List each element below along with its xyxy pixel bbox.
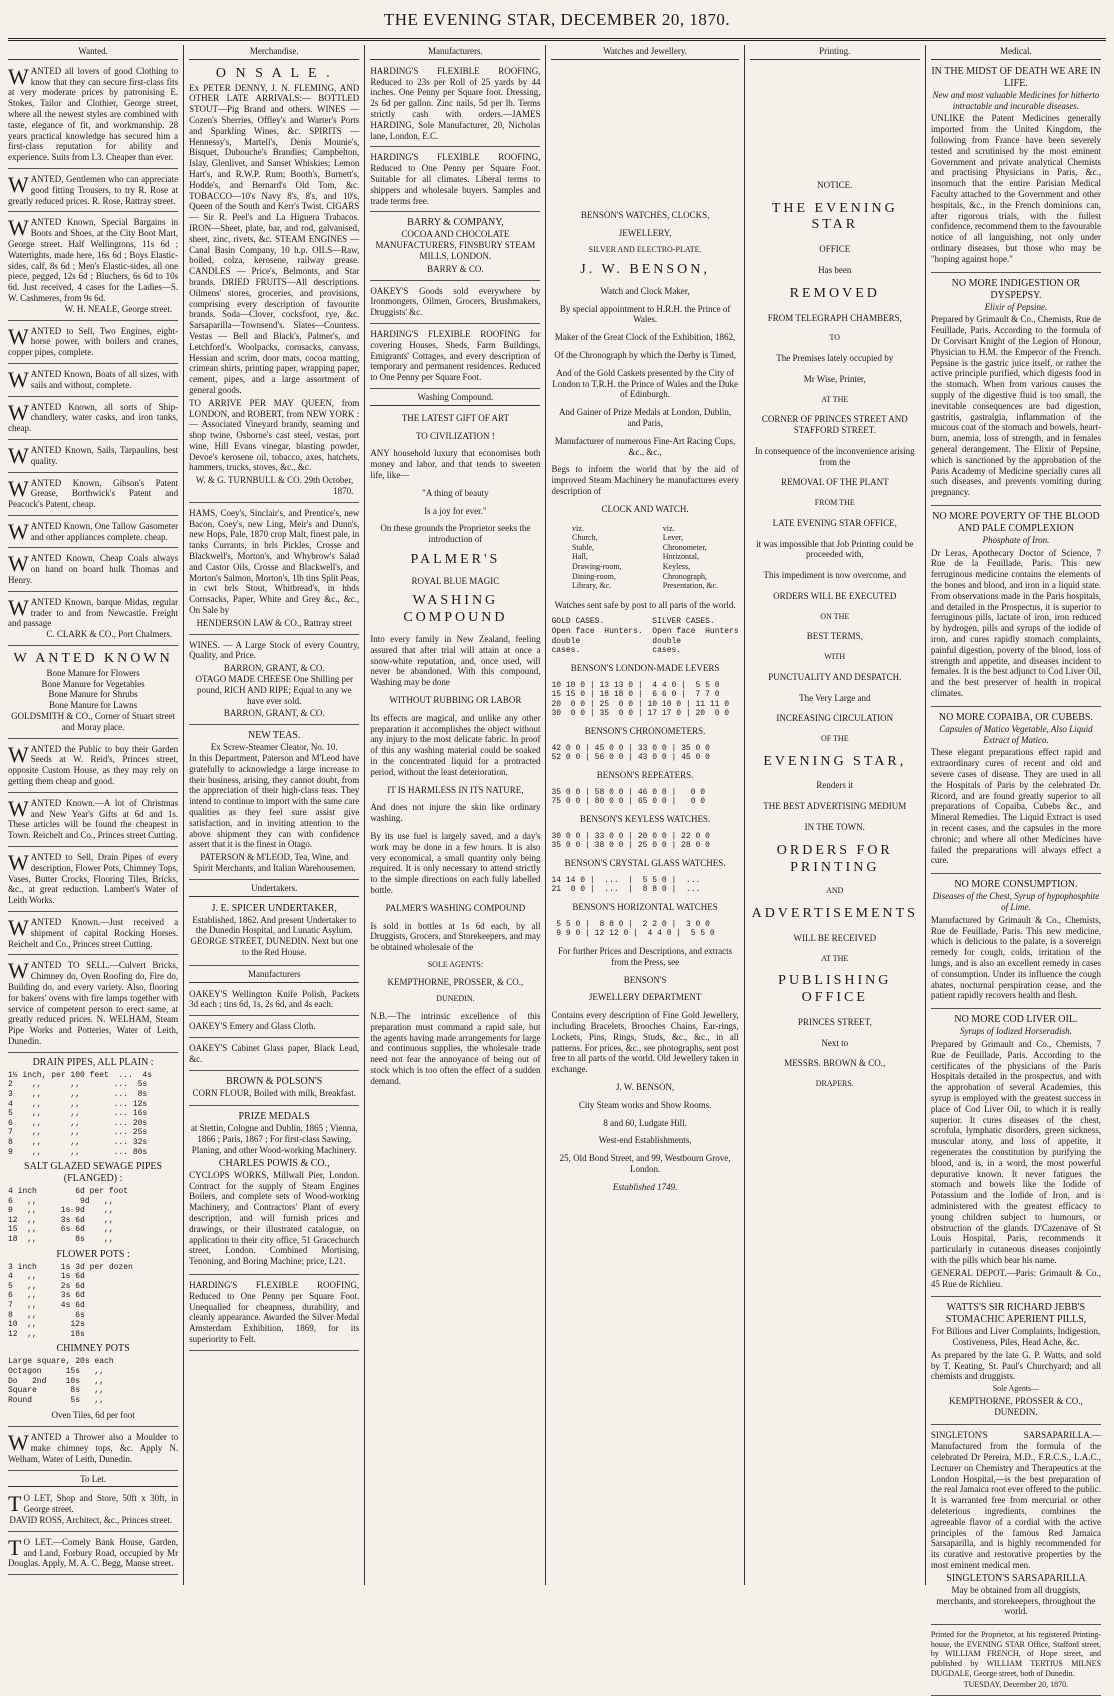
watts-sole: Sole Agents— [992, 1384, 1040, 1394]
latest-gift: THE LATEST GIFT OF ART [401, 412, 509, 423]
drop-cap: W [8, 915, 29, 940]
poverty-text: Dr Leras, Apothecary Doctor of Science, 7 Rue de la Feuillade, Paris. This new ferruginous medicine contains the elements of the bones and blood, and iron in a liquid state. From observations made in the Paris hospitals, and detailed in the Prospectus, it is superior to ferruginous pills, lactate of iron, iron reduced by hydrogen, pills and syrups of the iodide of iron, and cures rapidly stomach complaints, painful digestion, poverty of the blood, loss of strength and appetite, and diseases incident to females. It is the best adjunct to Cod Liver Oil, and the best preserver of health in tropical climates. [930, 547, 1102, 699]
ad-text: ANTED to Sell, Two Engines, eight-horse power, with boilers and cranes, copper pipes, complete. [8, 325, 179, 358]
wanted-known-signature: GOLDSMITH & CO., Corner of Stuart street and Moray place. [11, 711, 176, 732]
removed: REMOVED [789, 285, 880, 301]
quote-line-2: Is a joy for ever." [424, 505, 487, 516]
hams-ad [189, 505, 359, 635]
keyless-heading: BENSON'S KEYLESS WATCHES. [579, 814, 711, 824]
ad-text: ANTED Known, Gibson's Patent Grease, Borthwick's Patent and Peacock's Patent, cheap. [8, 477, 179, 510]
watts-for: For Bilious and Liver Complaints, Indigestion, Costiveness, Piles, Head Ache, &c. [931, 1326, 1101, 1348]
top-rule-2 [8, 40, 1106, 41]
wines-text: WINES. — A Large Stock of every Country, Quality, and Price. [189, 639, 360, 661]
column-header-to-let: To Let. [8, 1473, 178, 1488]
watts-ad [931, 1299, 1101, 1425]
nb-text: N.B.—The intrinsic excellence of this preparation must command a rapid sale, but the agents having made arrangements for large and continuous supplies, the wholesale trade need not fear the annoyance of being out of stock which is too often the effect of a sudden demand. [370, 1010, 541, 1086]
spicer-title: J. E. SPICER UNDERTAKER, [211, 902, 337, 914]
drop-cap: W [8, 1430, 29, 1456]
oven-tiles: Oven Tiles, 6d per foot [8, 1407, 178, 1427]
from-the: FROM THE [814, 498, 855, 508]
column-printing [745, 45, 926, 1585]
removal: REMOVAL OF THE PLANT [780, 477, 889, 488]
drop-cap: T [8, 1491, 22, 1517]
ad-text: ANTED TO SELL.—Culvert Bricks, Chimney do, Oven Roofing do, Fire do, Building do, and every variety. Also, flooring for bakers' ovens with fire lamps together with service of competent person to erect same, at greatly reduced prices. N. WELHAM, Steam Pipe Works and Potteries, Water of Leith, Dunedin. [8, 960, 179, 1046]
harding-bottom-ad: HARDING'S FLEXIBLE ROOFING, Reduced to One Penny per Square Foot. Unequalled for cheapness, durability, and cleanly appearance. Awarded the Silver Medal Amsterdam Exhibition, 1869, for its superiority to Felt. [189, 1277, 359, 1351]
wanted-known-ad [8, 648, 178, 739]
ad-text: ANTED Known, all sorts of Ship-chandlery, water casks, and iron tanks, cheap. [8, 401, 179, 434]
masthead: THE EVENING STAR, DECEMBER 20, 1870. [383, 10, 731, 29]
watts-kempthorne: KEMPTHORNE, PROSSER & CO., DUNEDIN. [949, 1395, 1083, 1417]
column-header-manufacturers: Manufacturers [189, 968, 359, 983]
renders: Renders it [816, 780, 854, 791]
classified-ad [8, 63, 178, 169]
horizontal-table: 5 5 0 | 8 8 0 | 2 2 0 | 3 0 0 9 9 0 | 12 12 0 | 4 4 0 | 5 5 0 [556, 919, 715, 939]
midst-heading: IN THE MIDST OF DEATH WE ARE IN LIFE. [931, 65, 1101, 89]
ad-text: ANTED Known, One Tallow Gasometer and other appliances complete. cheap. [30, 520, 179, 542]
quote-line-1: "A thing of beauty [422, 487, 489, 498]
to-civilization: TO CIVILIZATION ! [415, 430, 495, 441]
singleton-heading: SINGLETON'S SARSAPARILLA [946, 1572, 1086, 1584]
and: AND [826, 886, 844, 896]
indigestion-heading: NO MORE INDIGESTION OR DYSPEPSY. [951, 277, 1081, 301]
on-sale-title: O N S A L E . [215, 65, 333, 81]
classified-ad [8, 957, 178, 1052]
classified-ad [8, 475, 178, 516]
consequence: In consequence of the inconvenience arising from the [754, 445, 915, 467]
clock-and-watch: CLOCK AND WATCH. [601, 503, 689, 514]
consumption-text: Manufactured by Grimault & Co., Chemists, Rue de Feuillade, Paris. This new medicine, which is delicious to the palate, is a sovereign remedy for cough, colds, irritation of the lungs, and is also an excellent remedy in cases of consumption. Under its influence the cough abates, nocturnal perspiration cease, and the patient rapidly recovers health and flesh. [930, 914, 1102, 1001]
overcome: This impediment is now overcome, and [763, 570, 907, 581]
harding-ad-1: HARDING'S FLEXIBLE ROOFING, Reduced to 23s per Roll of 25 yards by 44 inches. One Penny per Square foot. Dressing, 2s 6d per gallon. Zinc nails, 5d per lb. Terms strictly cash with orders.—JAMES HARDING, Sole Manufacturer, 20, Nicholas lane, London, E.C. [370, 63, 540, 148]
publishing-office: PUBLISHING OFFICE [778, 973, 892, 1006]
consumption-sub: Diseases of the Chest, Syrup of hypophosphite of Lime. [932, 891, 1100, 912]
drop-cap: W [8, 594, 29, 620]
brown-polson-text: CORN FLOUR, Boiled with milk, Breakfast. [192, 1087, 356, 1098]
powis-text: CYCLOPS WORKS, Millwall Pier, London. Contract for the supply of Steam Engines Boilers, and complete sets of Wood-working Machinery, and Contractors' Plant of every description, and will furnish prices and drawings, or their illustrated catalogue, on application to their city office, 51 Gracechurch street, London. Combined Mortising, Tenoning, and Boring Machine; price, L21. [189, 1169, 360, 1267]
washing-compound-ad [370, 413, 540, 1087]
premises: The Premises lately occupied by [776, 352, 894, 363]
classified-ad [8, 594, 178, 646]
column-header-printing: Printing. [750, 45, 920, 60]
column-manufacturers [365, 45, 546, 1585]
consumption-heading: NO MORE CONSUMPTION. [954, 879, 1078, 891]
classified-ad [8, 741, 178, 793]
copaiba-heading: NO MORE COPAIBA, OR CUBEBS. [938, 711, 1093, 723]
best-terms: BEST TERMS, [806, 631, 863, 642]
classified-ad [8, 214, 178, 320]
ad-text: ANTED, Gentlemen who can appreciate good fitting Trousers, to try R. Rose at greatly reduced prices. R. Rose, Rattray street. [8, 173, 179, 206]
keyless-table: 30 0 0 | 33 0 0 | 20 0 0 | 22 0 0 35 0 0 | 38 0 0 | 25 0 0 | 28 0 0 [551, 831, 710, 851]
indigestion-ad [931, 275, 1101, 506]
viz-right: viz. Lever, Chronometer, Horizontal, Keyless, Chronograph, Presentation, &c. [662, 523, 719, 591]
ad-signature: DAVID ROSS, Architect, &c., Princes street. [9, 1514, 173, 1525]
oakey-polish-ad: OAKEY'S Wellington Knife Polish, Packets 3d each ; tins 6d, 1s, 2s 6d, and 4s each. [189, 986, 359, 1017]
spicer-ad [189, 900, 359, 966]
barry-text: COCOA AND CHOCOLATE MANUFACTURERS, FINSBURY STEAM MILLS, LONDON. [375, 229, 536, 261]
orders-for-printing: ORDERS FOR PRINTING [776, 842, 893, 875]
new-teas-ad [189, 727, 359, 880]
column-header-washing: Washing Compound. [370, 391, 540, 406]
palmers-title: PALMER'S [410, 551, 501, 567]
at-the-2: AT THE [821, 953, 849, 963]
column-watches [546, 45, 744, 1585]
cod-heading: NO MORE COD LIVER OIL. [954, 1014, 1078, 1026]
classified-ad [8, 442, 178, 473]
crystal-table: 14 14 0 | ... | 5 5 0 | ... 21 0 0 | ... | 8 8 0 | ... [551, 875, 701, 895]
london-heading: BENSON'S LONDON-MADE LEVERS [570, 662, 720, 673]
turnbull-signature: W. & G. TURNBULL & CO. 29th October, 1870. [195, 475, 354, 497]
prize-medals-heading: PRIZE MEDALS [238, 1111, 310, 1123]
punctuality: PUNCTUALITY AND DESPATCH. [768, 671, 902, 682]
classified-ad [8, 323, 178, 364]
drop-cap: W [8, 551, 29, 577]
drop-cap: W [8, 850, 29, 876]
wanted-known-line: Bone Manure for Lawns [48, 700, 138, 711]
drop-cap: W [8, 215, 29, 241]
evening-star: EVENING STAR, [763, 753, 907, 769]
cod-sub: Syrups of Iodized Horseradish. [959, 1026, 1072, 1037]
office: OFFICE [819, 244, 851, 255]
flower-pots-table: 3 inch 1s 3d per dozen 4 ,, 1s 6d 5 ,, 2s 6d 6 ,, 3s 6d 7 ,, 4s 6d 8 ,, 6s 10 ,, 12s 12 ,, 18s [8, 1262, 133, 1339]
ad-text: O LET.—Comely Bank House, Garden, and Land, Forbury Road, occupied by Mr Douglas. Apply, M. A. C. Begg, Manse street. [8, 1536, 179, 1569]
printing-notice [750, 180, 920, 1089]
barron-signature-2: BARRON, GRANT, & CO. [223, 708, 325, 719]
drapers: DRAPERS. [815, 1079, 854, 1089]
drain-pipes-heading: DRAIN PIPES, ALL PLAIN : [32, 1056, 154, 1068]
london-table: 10 10 0 | 13 13 0 | 4 4 0 | 5 5 0 15 15 0 | 18 18 0 | 6 6 0 | 7 7 0 20 0 0 | 25 0 0 | 10 10 0 | 11 11 0 30 0 0 | 35 0 0 | 17 17 0 | 20 0 0 [551, 680, 730, 719]
next-to: Next to [821, 1037, 849, 1048]
princes-street: PRINCES STREET, [797, 1016, 872, 1027]
classified-ad [8, 518, 178, 549]
new-teas-sub: Ex Screw-Steamer Cleator, No. 10. [210, 742, 338, 753]
appointment: By special appointment to H.R.H. the Prince of Wales. [559, 303, 731, 325]
salt-pipes-table: 4 inch 6d per foot 6 ,, 9d ,, 9 ,, 1s 9d ,, 12 ,, 3s 6d ,, 15 ,, 6s 6d ,, 18 ,, 8s ,, [8, 1187, 129, 1245]
new-teas-text: In this Department, Paterson and M'Leod have gratefully to acknowledge a large increase to their business, arising, they cannot doubt, from the appreciation of their high-class teas. They intend to continue to import with the same care qualities as they feel sure assist give satisfaction, and in inviting attention to the above shipment they can with confidence assert that it is the finest in Otago. [189, 753, 360, 850]
begs: Begs to inform the world that by the aid of improved Steam Machinery he manufactures every description of [551, 464, 739, 496]
copaiba-text: These elegant preparations effect rapid and extraordinary cures of recent and old and severe cases of disease. They are used in all the Hospitals of Paris by the celebrated Dr. Ricord, and are found greatly superior to all preparations of Copaiba, Cubebs &c., and Mineral Remedies. The Liquid Extract is used in recent cases, and the capsules in the more chronic; and where all other Medicines have failed the preparations will always effect a cure. [930, 747, 1102, 866]
oakey-emery-ad: OAKEY'S Emery and Glass Cloth. [189, 1018, 359, 1038]
prize-medals-ad [189, 1108, 359, 1275]
notice: NOTICE. [817, 179, 853, 190]
wines-ad [189, 637, 359, 726]
advertisements: ADVERTISEMENTS [751, 906, 918, 922]
wanted-ads [8, 63, 178, 646]
classified-ad [8, 914, 178, 955]
crystal-heading: BENSON'S CRYSTAL GLASS WATCHES. [564, 857, 726, 868]
repeaters-table: 35 0 0 | 58 0 0 | 46 0 0 | 0 0 75 0 0 | 80 0 0 | 65 0 0 | 0 0 [551, 787, 706, 807]
chronometers-heading: BENSON'S CHRONOMETERS. [584, 726, 706, 737]
city-works: City Steam works and Show Rooms. [578, 1099, 712, 1110]
column-header-manufacturers-2: Manufacturers. [370, 45, 540, 60]
any-household: ANY household luxury that economises both money and labor, and that tends to sweeten life, like— [370, 448, 541, 480]
barry-ad [370, 214, 540, 280]
harding-ad-3: HARDING'S FLEXIBLE ROOFING for covering Houses, Sheds, Farm Buildings, Emigrants' Cottages, and every description of temporary and permanent residences. Reduced to One Penny per Square Foot. [370, 326, 540, 389]
corner: CORNER OF PRINCES STREET AND STAFFORD STREET. [761, 414, 908, 435]
ad-text: ANTED Known, Boats of all sizes, with sails and without, complete. [30, 368, 179, 390]
to: TO [829, 333, 841, 343]
powis-title: CHARLES POWIS & CO., [218, 1157, 330, 1169]
harmless-heading: IT IS HARMLESS IN ITS NATURE, [387, 784, 524, 795]
horizontal-heading: BENSON'S HORIZONTAL WATCHES [572, 901, 718, 912]
thrower-ad [8, 1429, 178, 1470]
sold-text: Is sold in bottles at 1s 6d each, by all Druggists, Grocers, and Storekeepers, and may be obtained wholesale of the [370, 920, 541, 953]
sent-safe: Watches sent safe by post to all parts of the world. [554, 599, 736, 610]
evening-star-office-title: THE EVENING STAR [771, 200, 898, 233]
drop-cap: W [8, 399, 29, 425]
very-large: The Very Large and [799, 692, 871, 703]
wanted-known-title: W ANTED KNOWN [13, 651, 173, 667]
west-end: West-end Establishments, [598, 1135, 692, 1146]
manufacturer: Manufacturer of numerous Fine-Art Racing Cups, &c., &c., [554, 435, 736, 457]
column-header-undertakers: Undertakers. [189, 882, 359, 897]
jw-benson: J. W. BENSON, [580, 261, 710, 277]
gainer: And Gainer of Prize Medals at London, Dublin, and Paris, [558, 407, 732, 428]
column-merchandise [184, 45, 365, 1585]
ad-signature: W. H. NEALE, George street. [64, 303, 173, 314]
singleton-ad [931, 1427, 1101, 1625]
from-telegraph: FROM TELEGRAPH CHAMBERS, [767, 312, 902, 323]
will-be-received: WILL BE RECEIVED [793, 932, 877, 943]
jewellery-dept: JEWELLERY DEPARTMENT [588, 992, 702, 1003]
wanted-known-line: Bone Manure for Shrubs [48, 689, 138, 700]
imprint [931, 1627, 1101, 1696]
jw-sub: Watch and Clock Maker, [600, 285, 690, 296]
top-rule [8, 38, 1106, 39]
drop-cap: W [8, 518, 29, 544]
fuel-text: By its use fuel is largely saved, and a day's work may be done in a few hours. It is also very economical, a small quantity only being required. It is only necessary to attend strictly to the simple directions on each fully labelled bottle. [370, 831, 541, 896]
classified-ad [8, 171, 178, 212]
wanted-known-lines [8, 668, 178, 711]
drop-cap: T [8, 1534, 22, 1560]
ad-text: ANTED all lovers of good Clothing to know that they can secure first-class fits at very moderate prices by patronising E. Stokes, Tailor and Clothier, George street, where all the newest styles are combined with taste, elegance of fit, and workmanship. 28 years practical knowledge has secured him a first-class reputation for ability and experience. Suits from L3. Cheaper than ever. [8, 65, 179, 163]
messrs-brown: MESSRS. BROWN & CO., [784, 1058, 886, 1069]
ad-text: ANTED Known.—Just received a shipment of capital Rocking Horses. Reichelt and Co., Princes street Cutting. [8, 917, 179, 949]
imprint-date: TUESDAY, December 20, 1870. [963, 1680, 1069, 1690]
drain-pipes-table: 1½ inch, per 100 feet ... 4s 2 ,, ,, ... 5s 3 ,, ,, ... 8s 4 ,, ,, ... 12s 5 ,, ,, ... 16s 6 ,, ,, ... 20s 7 ,, ,, ... 25s 8 ,, ,, ... 32s 9 ,, ,, ... 80s [8, 1070, 153, 1157]
chronometers-table: 42 0 0 | 45 0 0 | 33 0 0 | 35 0 0 52 0 0 | 56 0 0 | 43 0 0 | 45 0 0 [551, 743, 710, 763]
midst-of-death-ad [931, 63, 1101, 273]
jw-bottom: J. W. BENSON, [615, 1081, 675, 1092]
barry-title: BARRY & COMPANY, [407, 217, 504, 229]
consumption-ad [931, 876, 1101, 1009]
with: WITH [824, 652, 846, 662]
ad-text: ANTED Known, Sails, Tarpaulins, best quality. [30, 444, 179, 466]
mr-wise: Mr Wise, Printer, [803, 373, 866, 384]
increasing: INCREASING CIRCULATION [776, 713, 894, 724]
spicer-text: Established, 1862. And present Undertaker to the Dunedin Hospital, and Lunatic Asylum. GEORGE STREET, DUNEDIN. Next but one to the Red House. [190, 914, 359, 957]
ad-signature: C. CLARK & CO., Port Chalmers. [46, 629, 173, 640]
new-and-valuable: New and most valuable Medicines for hitherto intractable and incurable diseases. [932, 89, 1100, 111]
repeaters-heading: BENSON'S REPEATERS. [596, 770, 694, 781]
singleton-obtain: May be obtained from all druggists, merchants, and storekeepers, throughout the world. [936, 1584, 1096, 1617]
benson-silver: SILVER AND ELECTRO-PLATE. [588, 245, 702, 255]
has-been: Has been [818, 264, 852, 275]
chimney-pots-heading: CHIMNEY POTS [56, 1343, 130, 1355]
drop-cap: W [8, 442, 29, 468]
viz-left: viz. Church, Stable, Hall, Drawing-room, Dining-room, Library, &c. [572, 523, 622, 591]
classified-ad [8, 1490, 178, 1531]
drop-cap: W [8, 171, 29, 197]
royal-blue-magic: ROYAL BLUE MAGIC [411, 575, 500, 586]
without-rubbing: WITHOUT RUBBING OR LABOR [389, 695, 522, 706]
paterson-signature: PATERSON & M'LEOD, Tea, Wine, and Spirit Merchants, and Italian Warehousemen. [192, 852, 356, 873]
brown-polson-title: BROWN & POLSON'S [226, 1075, 323, 1087]
oakey-glass-ad: OAKEY'S Cabinet Glass paper, Black Lead, &c. [189, 1040, 359, 1071]
singleton-text: SINGLETON'S SARSAPARILLA.—Manufactured from the formula of the celebrated Dr Pereira, M.D., F.R.C.S., L.A.C., Lecturer on Chemistry and Therapeutics at the London Hospital,—is the best preparation of the real Jamaica root ever offered to the public. It is warranted free from mercurial or other deleterious ingredients, combines the agreeable flavor of a cordial with the active principles of the famous Red Jamaica Sarsaparilla, and is highly recommended for its curative and restorative properties by the most eminent medical men. [930, 1430, 1102, 1571]
ad-text: ANTED Known, barque Midas, regular trader to and from Newcastle. Freight and passage [8, 596, 179, 629]
hams-text: HAMS, Coey's, Sinclair's, and Prentice's, new Bacon, Coey's, new Ling, Meir's and Dunn's, new Hops, Pale, 1870 crop Malt, finest pale, in tanks Currants, in brls Pickles, Crosse and Blackwell's, Morton's, and Whybrow's Salad and Castor Oils, Crosse and Blackwell's, and Morton's Salmon, Morton's, 1lb tins Split Peas, in cwt brls Stout, Whitbread's, in hhds Cornsacks, Paper, White and Grey &c., &c., On Sale by [189, 507, 360, 616]
to-let-ads [8, 1490, 178, 1575]
copaiba-sub: Capsules of Matico Vegetable, Also Liquid Extract of Matico. [939, 723, 1093, 745]
ad-text: ANTED a Thrower also a Moulder to make chimney tops, &c. Apply N. Welham, Water of Leith, Dunedin. [8, 1432, 179, 1464]
drop-cap: W [8, 475, 29, 501]
late-office: LATE EVENING STAR OFFICE, [772, 517, 897, 528]
bensons: BENSON'S [623, 974, 667, 985]
drop-cap: W [8, 741, 29, 767]
arrive-text: TO ARRIVE PER MAY QUEEN, from LONDON, and ROBERT, from NEW YORK :— Associated Vineyard brandy, seaming and shop twine, Osborne's cast steel, vestas, port wine, Hill Evans vinegar, blasting powder, Devoe's kerosene oil, tobacco, axes, hatchets, hammers, trucks, stoves, &c., &c. [189, 397, 360, 473]
effects-text: Its effects are magical, and unlike any other preparation it accomplishes the object without any injury to the most delicate fabric. In proof of this any washing material could be soaked in the concentrated liquid for a protracted period, without the least deterioration. [370, 712, 541, 777]
drop-cap: W [8, 63, 29, 89]
harding-ad-2: HARDING'S FLEXIBLE ROOFING, Reduced to One Penny per Square Foot. Suitable for all climates. Liberal terms to shippers and wholesale buyers. Samples and trade terms free. [370, 149, 540, 212]
cases-header: GOLD CASES. SILVER CASES. Open face Hunters. Open face Hunters double double cases. cases. [551, 617, 739, 656]
on-sale-text: Ex PETER DENNY, J. N. FLEMING, AND OTHER LATE ARRIVALS:— BOTTLED STOUT—Pig Brand and others. WINES — Cozen's Sherries, Offley's and Warter's Ports and Sparkling Wines, &c. SPIRITS — Hennessy's, Martell's, Denis Mounie's, Bisquet, Dubouche's Brandies; Campbelton, Islay, Glenlivet, and Sanset Whiskies; Lemon Hart's, and R.W.P. Rum; Booth's, Burnett's, Hodde's, and Bernard's Old Tom, &c. TOBACCO—10's Navy 8's, 8's, and 10's, Queen of the South and Kerr's Twist. CIGARS — Sir R. Peel's and La Higuera Trabacos. IRON—Sheet, plate, bar, and rod, galvanised, sheet, zinc, rivets, &c. STEAM ENGINES — Canal Basin Company, 10 h.p. OILS—Raw, boiled, colza, kerosene, railway grease. CANDLES — Price's, Belmonts, and Star brands. DRIED FRUITS—All descriptions. Oilmens' stores, groceries, and provisions, comprising every description of favourite brands. Soda—Clover, cocksfoot, rye, &c. Sarsaparilla—Townsend's. Slates—Countess. Vestas — Bell and Black's, Palmer's, and Letchford's. Woolpacks, cornsacks, canvass, Hessian and scrim, door mats, cocoa matting, crimean shirts, printing paper, wrapping paper, cement, pipes, and a large assortment of general goods. [189, 82, 360, 395]
cheese-text: OTAGO MADE CHEESE One Shilling per pound, RICH AND RIPE; Equal to any we have ever sold. [195, 674, 353, 706]
on-sale-ad [189, 63, 359, 503]
cod-liver-ad [931, 1011, 1101, 1297]
kempthorne: KEMPTHORNE, PROSSER, & CO., [387, 976, 524, 987]
copaiba-ad [931, 709, 1101, 874]
established: Established 1749. [612, 1181, 678, 1192]
watts-text: As prepared by the late G. P. Watts, and sold by T. Keating, St. Paul's Churchyard; and all chemists and druggists. [930, 1349, 1102, 1382]
classified-ad [8, 1534, 178, 1575]
column-wanted [8, 45, 184, 1585]
classified-ad [8, 399, 178, 440]
ad-text: ANTED Known, Cheap Coals always on hand on board hulk Thomas and Henry. [8, 553, 179, 586]
drop-cap: W [8, 323, 29, 349]
ad-text: ANTED Known.—A lot of Christmas and New Year's Gifts at 6d and 1s. These articles will be found the cheapest in Town. Reichelt and Co., Princes street Cutting. [8, 797, 179, 841]
of-the: OF THE [820, 734, 849, 744]
wanted-known-line: Bone Manure for Flowers [46, 667, 140, 678]
column-header-medical: Medical. [931, 45, 1101, 60]
classified-ad [8, 550, 178, 591]
benson-title: BENSON'S WATCHES, CLOCKS, [580, 209, 710, 220]
ad-text: O LET, Shop and Store, 50ft x 30ft, in George street. [23, 1493, 179, 1515]
drop-cap: W [8, 795, 29, 821]
bond-street: 25, Old Bond Street, and 99, Westbourn Grove, London. [559, 1153, 731, 1174]
general-depot: GENERAL DEPOT.—Paris: Grimault & Co., 45 Rue de Richlieu. [930, 1267, 1102, 1289]
new-teas-heading: NEW TEAS. [248, 730, 301, 742]
chimney-pots-table: Large square, 20s each Octagon 15s ,, Do 2nd 10s ,, Square 8s ,, Round 5s ,, [8, 1357, 114, 1405]
barron-signature: BARRON, GRANT, & CO. [223, 663, 325, 674]
skin-text: And does not injure the skin like ordinary washing. [370, 802, 541, 824]
poverty-ad [931, 508, 1101, 707]
contains: Contains every description of Fine Gold Jewellery, including Bracelets, Brooches Chains, Ear-rings, Lockets, Pins, Rings, Studs, &c., &c., in all patterns. For prices, &c., see photographs, sent post free to all parts of the world. Old Jewellery taken in exchange. [551, 1010, 739, 1075]
poverty-heading: NO MORE POVERTY OF THE BLOOD AND PALE COMPLEXION [932, 510, 1100, 534]
barry-signature: BARRY & CO. [427, 263, 484, 274]
brown-polson-ad [189, 1073, 359, 1107]
best-medium: THE BEST ADVERTISING MEDIUM [763, 801, 907, 812]
wanted-ads-2 [8, 741, 178, 1053]
further-prices: For further Prices and Descriptions, and extracts from the Press, see [557, 945, 733, 967]
column-header-merchandise: Merchandise. [189, 45, 359, 60]
dunedin: DUNEDIN. [436, 994, 475, 1004]
caskets: And of the Gold Caskets presented by the City of London to T.R.H. the Prince of Wales and the Duke of Edinburgh. [552, 367, 738, 400]
at-the: AT THE [821, 394, 849, 404]
classified-ad [8, 795, 178, 847]
columns [8, 45, 1106, 1690]
viz-lists [551, 522, 738, 593]
chronograph: Of the Chronograph by which the Derby is Timed, [554, 349, 736, 360]
palmer-heading: PALMER'S WASHING COMPOUND [385, 902, 526, 913]
benson-jewellery: JEWELLERY, [618, 227, 672, 238]
watts-title: WATTS'S SIR RICHARD JEBB'S STOMACHIC APERIENT PILLS, [945, 1302, 1087, 1326]
henderson-signature: HENDERSON LAW & CO., Rattray street [196, 617, 352, 628]
sole-agents: SOLE AGENTS: [427, 960, 484, 969]
on-the: ON THE [820, 611, 850, 621]
ad-text: ANTED to Sell, Drain Pipes of every description, Flower Pots, Chimney Tops, Vases, Butter Crocks, Flooring Tiles, Bricks, &c., at great reduction. Lambert's Water of Leith Works. [8, 852, 179, 906]
benson-ad [551, 210, 738, 1193]
ludgate: 8 and 60, Ludgate Hill. [603, 1117, 687, 1128]
classified-ad [8, 849, 178, 912]
in-the-town: IN THE TOWN. [804, 822, 865, 833]
indigestion-text: Prepared by Grimault & Co., Chemists, Rue de Feuillade, Paris. According to the formula of Dr Corvisart Knight of the Legion of Honour, Physician to H.M. the Emperor of the French. Pepsine is the gastric juice itself, or rather the active principle purified, which digests food in the stomach. When from various causes the supply of the digestive fluid is too small, the inevitable consequences are bad digestion, gastritis, gastralgia, inflammation of the mucous coat of the stomach and bowels, heart-burn, anemia, loss of strength, and in females general derangement. The Elixir of Pepsine, which is sanctioned by the approbation of the Paris Academy of Medicine specially cures all such diseases, and prevents vomiting during pregnancy. [930, 314, 1102, 498]
wanted-known-line: Bone Manure for Vegetables [41, 678, 145, 689]
orders-executed: ORDERS WILL BE EXECUTED [773, 590, 897, 601]
maker: Maker of the Great Clock of the Exhibition, 1862, [554, 332, 736, 343]
oakey-goods-ad: OAKEY'S Goods sold everywhere by Ironmongers, Oilmen, Grocers, Brushmakers, Druggists' &c. [370, 283, 540, 324]
prize-medals-text: at Stettin, Cologne and Dublin, 1865 ; Vienna, 1866 ; Paris, 1867 ; For first-class Sawing, Planing, and other Wood-working Machinery. [190, 1123, 358, 1155]
printed-for: Printed for the Proprietor, at his registered Printing-house, the EVENING STAR Office, Stafford street, by WILLIAM FRENCH, of Hope street, and published by WILLIAM TERTIUS MILNES DUGDALE, George street, both of Dunedin. [930, 1630, 1102, 1678]
ad-text: ANTED Known, Special Bargains in Boots and Shoes, at the City Boot Mart, George street. Half Wellingtons, 11s 6d ; Watertights, made here, 16s 6d ; Boys Elastic-sides, calf, 8s 6d ; Men's Elastic-sides, all one piece, pegged, 12s 6d ; Bluchers, 6s 6d to 10s 6d. Just received, 4 cases for the Ladies—S. W. Cashmeres, from 9s 6d. [8, 217, 179, 303]
column-header-wanted: Wanted. [8, 45, 178, 60]
flower-pots-heading: FLOWER POTS : [56, 1248, 130, 1260]
indigestion-sub: Elixir of Pepsine. [984, 301, 1048, 312]
into-every-family: Into every family in New Zealand, feeling assured that after trial will attain at once a snow-white reputation, and, once used, will never be abandoned. With this compound, Washing may be done [370, 634, 541, 688]
drop-cap: W [8, 958, 29, 984]
impossible: it was impossible that Job Printing could be proceeded with, [756, 538, 914, 560]
salt-pipes-heading: SALT GLAZED SEWAGE PIPES (FLANGED) : [24, 1161, 163, 1185]
column-medical [926, 45, 1106, 1690]
unlike-text: UNLIKE the Patent Medicines generally imported from the United Kingdom, the following from France have been severely tested and scrutinised by the most eminent Government and private analytical Chemists and practising Physicians in Paris, &c., insomuch that the entire Parisian Medical Faculty attached to the Government and other hospitals, &c., in the French dominions can, after rigorous trials, with the fullest confidence, recommend them to the favourable notice of all languishing, not only under ordinary diseases, but those who may be "hoping against hope." [930, 113, 1102, 264]
poverty-sub: Phosphate of Iron. [982, 534, 1050, 545]
washing-compound-title: WASHING COMPOUND [403, 593, 508, 626]
cod-text: Prepared by Grimault and Co., Chemists, 7 Rue de Feuillade, Paris. According to the certificates of the physicians of the Paris Hospitals detailed in the prospectus, and with the approbation of several Academies, this syrup is employed with the greatest success in place of Cod Liver Oil, to which it is really superior. It cures diseases of the chest, scrofula, lymphatic disorders, green sickness, muscular atony, and loss of appetite, it regenerates the constitution by purifying the blood, and is, in a word, the most powerful depurative known. It never fatigues the stomach and bowels like the Iodide of Potassium and the Iodide of Iron, and is administered with the greatest efficacy to young children subject to humours, or obstruction of the glands. D'Cazenave of St Louis Hospital, Paris, recommends it particularly in cutaneous diseases conjointly with the pills which bear his name. [930, 1038, 1102, 1265]
column-header-watches: Watches and Jewellery. [551, 45, 738, 60]
grounds-text: On these grounds the Proprietor seeks the introduction of [380, 523, 531, 545]
classified-ad [8, 366, 178, 397]
drop-cap: W [8, 366, 29, 392]
ad-text: ANTED the Public to buy their Garden Seeds at W. Reid's, Princes street, opposite Custom House, as they may rely on getting them cheap and good. [8, 743, 179, 787]
